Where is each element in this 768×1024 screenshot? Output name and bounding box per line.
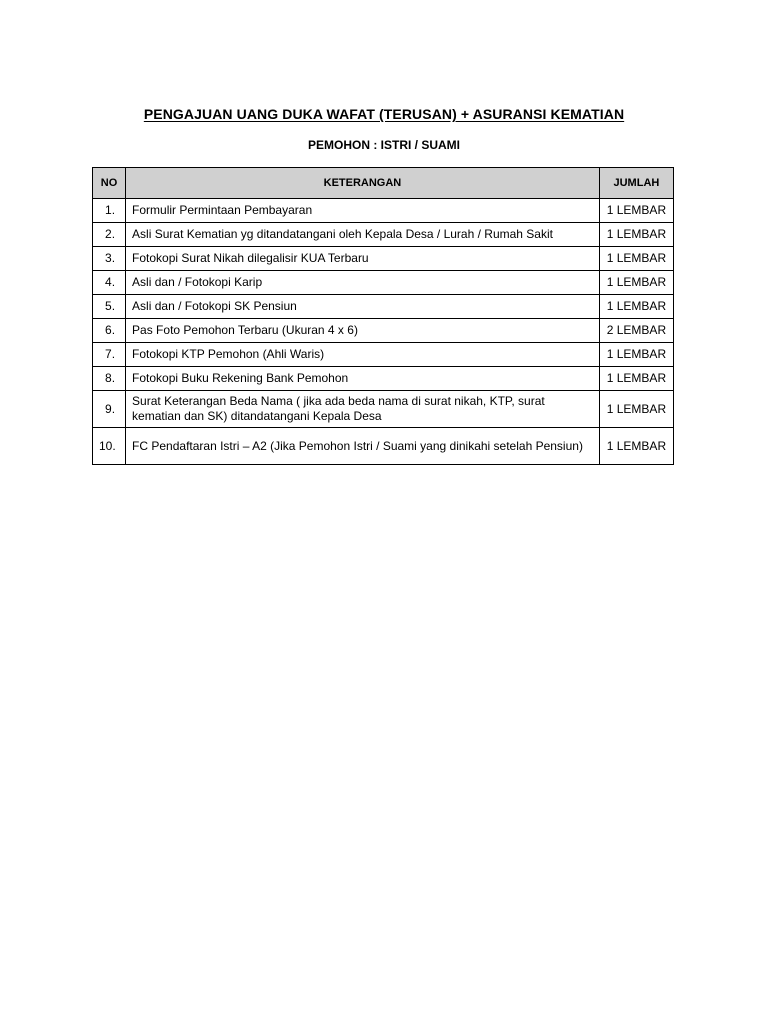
table-header-row <box>93 168 674 199</box>
row-quantity: 1 LEMBAR <box>599 343 673 367</box>
row-number: 10. <box>93 428 126 465</box>
table-row <box>93 295 674 319</box>
row-quantity: 1 LEMBAR <box>599 367 673 391</box>
table-row <box>93 428 674 465</box>
table-row <box>93 199 674 223</box>
header-no: NO <box>93 168 126 199</box>
row-number: 2. <box>93 223 126 247</box>
header-jumlah: JUMLAH <box>599 168 673 199</box>
table-row <box>93 343 674 367</box>
table-row <box>93 319 674 343</box>
row-description: Asli Surat Kematian yg ditandatangani oleh Kepala Desa / Lurah / Rumah Sakit <box>126 223 600 247</box>
row-description: Asli dan / Fotokopi Karip <box>126 271 600 295</box>
row-quantity: 1 LEMBAR <box>599 271 673 295</box>
table-row <box>93 391 674 428</box>
row-description: Formulir Permintaan Pembayaran <box>126 199 600 223</box>
row-number: 3. <box>93 247 126 271</box>
row-description: Surat Keterangan Beda Nama ( jika ada beda nama di surat nikah, KTP, surat kematian dan SK) ditandatangani Kepala Desa <box>126 391 600 428</box>
row-quantity: 1 LEMBAR <box>599 295 673 319</box>
table-row <box>93 271 674 295</box>
row-description: Asli dan / Fotokopi SK Pensiun <box>126 295 600 319</box>
row-description: Fotokopi KTP Pemohon (Ahli Waris) <box>126 343 600 367</box>
table-row <box>93 223 674 247</box>
row-number: 7. <box>93 343 126 367</box>
row-description: Fotokopi Buku Rekening Bank Pemohon <box>126 367 600 391</box>
page-title: PENGAJUAN UANG DUKA WAFAT (TERUSAN) + ASURANSI KEMATIAN <box>143 106 625 122</box>
row-number: 8. <box>93 367 126 391</box>
table-row <box>93 367 674 391</box>
row-quantity: 1 LEMBAR <box>599 199 673 223</box>
row-quantity: 1 LEMBAR <box>599 247 673 271</box>
row-description: FC Pendaftaran Istri – A2 (Jika Pemohon Istri / Suami yang dinikahi setelah Pensiun) <box>126 428 600 465</box>
row-number: 5. <box>93 295 126 319</box>
requirements-table <box>92 167 674 465</box>
table-row <box>93 247 674 271</box>
row-number: 6. <box>93 319 126 343</box>
row-description: Fotokopi Surat Nikah dilegalisir KUA Terbaru <box>126 247 600 271</box>
row-quantity: 1 LEMBAR <box>599 428 673 465</box>
row-quantity: 1 LEMBAR <box>599 223 673 247</box>
row-number: 4. <box>93 271 126 295</box>
row-quantity: 1 LEMBAR <box>599 391 673 428</box>
row-quantity: 2 LEMBAR <box>599 319 673 343</box>
row-description: Pas Foto Pemohon Terbaru (Ukuran 4 x 6) <box>126 319 600 343</box>
page-subtitle: PEMOHON : ISTRI / SUAMI <box>307 138 460 152</box>
row-number: 1. <box>93 199 126 223</box>
header-keterangan: KETERANGAN <box>126 168 600 199</box>
row-number: 9. <box>93 391 126 428</box>
